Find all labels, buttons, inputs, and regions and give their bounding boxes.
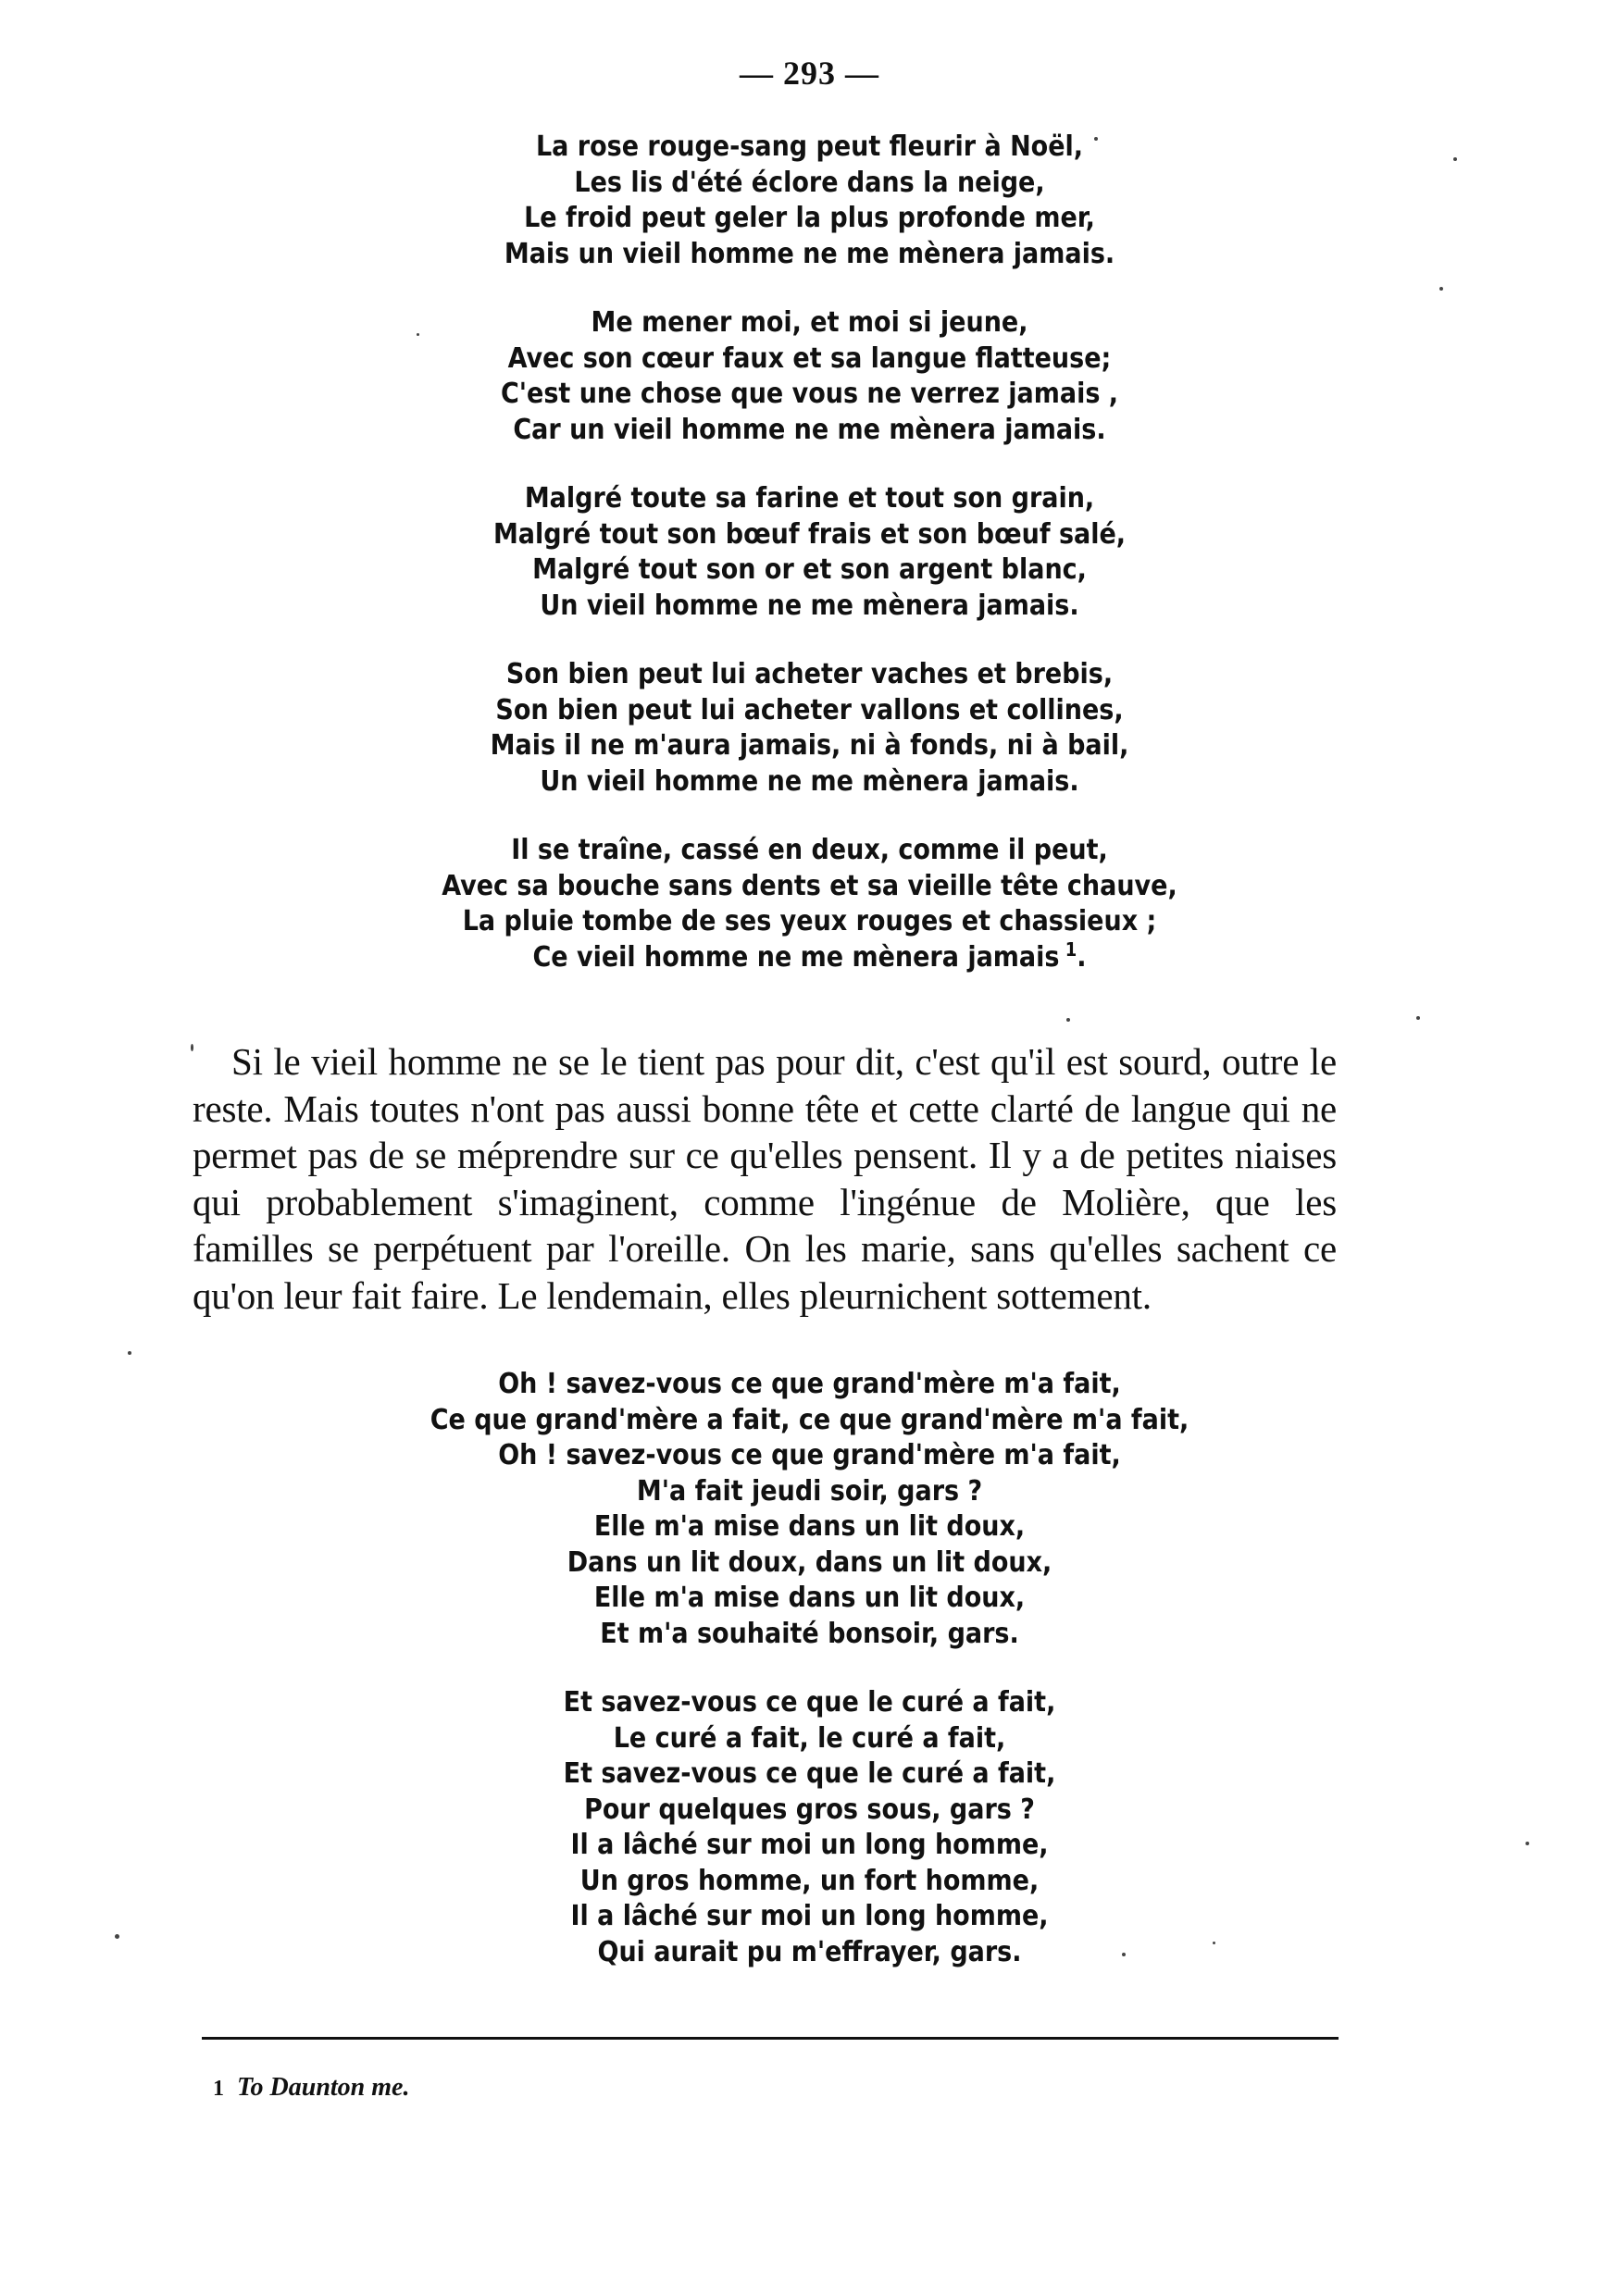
verse-line [0, 552, 1619, 589]
verse-line-text: Dans un lit doux, dans un lit doux, [567, 1545, 1052, 1579]
verse-line-text: Ce que grand'mère a fait, ce que grand'mère m'a fait, [430, 1403, 1189, 1436]
verse-line-text: Car un vieil homme ne me mènera jamais. [513, 413, 1106, 446]
verse-line-text: Il a lâché sur moi un long homme, [570, 1829, 1049, 1861]
verse-line [0, 869, 1619, 905]
verse-line-text: Malgré tout son or et son argent blanc, [532, 553, 1087, 586]
verse-line [0, 904, 1619, 940]
verse-line-text: C'est une chose que vous ne verrez jamais , [500, 378, 1119, 410]
verse-line [0, 1403, 1619, 1439]
verse-line [0, 1721, 1619, 1757]
verse-line [0, 1793, 1619, 1829]
verse-line [0, 201, 1619, 237]
verse-line [0, 1367, 1619, 1403]
verse-line [0, 413, 1619, 449]
scan-speck [1213, 1942, 1215, 1944]
verse-line [0, 481, 1619, 517]
verse-line-text: Qui aurait pu m'effrayer, gars. [597, 1935, 1022, 1968]
verse-line-text: Et m'a souhaité bonsoir, gars. [600, 1617, 1019, 1650]
verse-line-text: Pour quelques gros sous, gars ? [584, 1793, 1035, 1826]
footnote [213, 2073, 409, 2103]
verse-line-text: Elle m'a mise dans un lit doux, [593, 1582, 1026, 1614]
verse-line [0, 1545, 1619, 1582]
scan-speck [1439, 287, 1443, 291]
verse-line [0, 1685, 1619, 1721]
verse-line: Ce vieil homme ne me mènera jamais $^1$. [532, 937, 1087, 974]
footnote-text: To Daunton me. [237, 2073, 410, 2102]
poem-one [0, 130, 1619, 975]
scan-speck [1416, 1016, 1420, 1020]
verse-line-text: Me mener moi, et moi si jeune, [591, 306, 1028, 339]
scan-speck [115, 1934, 119, 1939]
verse-line [0, 1935, 1619, 1971]
verse-line-text: Oh ! savez-vous ce que grand'mère m'a fait, [498, 1368, 1121, 1400]
verse-line-text: Son bien peut lui acheter vallons et collines, [495, 693, 1124, 726]
scan-speck [1066, 1018, 1070, 1022]
verse-line [0, 237, 1619, 273]
verse-line-text: Oh ! savez-vous ce que grand'mère m'a fait, [498, 1439, 1121, 1471]
verse-line-text: Avec son cœur faux et sa langue flatteuse; [507, 341, 1112, 375]
verse-line [0, 693, 1619, 729]
scan-speck [417, 333, 419, 336]
verse-line-text: Son bien peut lui acheter vaches et brebis, [505, 658, 1114, 690]
stanza [0, 1685, 1619, 1970]
verse-line-text: Et savez-vous ce que le curé a fait, [563, 1686, 1056, 1719]
scan-speck [1526, 1842, 1529, 1845]
verse-line [0, 1756, 1619, 1793]
verse-line [0, 1828, 1619, 1864]
verse-line-text: Les lis d'été éclore dans la neige, [574, 166, 1045, 199]
verse-line [0, 728, 1619, 764]
page-number: — 293 — [740, 55, 879, 92]
footnote-rule [202, 2037, 1339, 2040]
poem-two [0, 1367, 1619, 1970]
stanza [0, 1367, 1619, 1652]
verse-line-text: Et savez-vous ce que le curé a fait, [563, 1757, 1056, 1790]
verse-line-text: La pluie tombe de ses yeux rouges et chassieux ; [462, 905, 1157, 937]
verse-line [0, 657, 1619, 693]
verse-line-text: Un vieil homme ne me mènera jamais. [540, 764, 1079, 798]
stanza [0, 130, 1619, 272]
verse-line [0, 1617, 1619, 1653]
footnote-mark: 1 [213, 2077, 224, 2101]
verse-line-text: Le froid peut geler la plus profonde mer, [524, 202, 1095, 234]
verse-line [0, 305, 1619, 341]
verse-line-text: Malgré tout son bœuf frais et son bœuf salé, [492, 517, 1127, 551]
stanza [0, 481, 1619, 624]
stanza [0, 833, 1619, 975]
stanza [0, 657, 1619, 800]
verse-line-text: Le curé a fait, le curé a fait, [613, 1721, 1006, 1755]
verse-line-text: Malgré toute sa farine et tout son grain, [524, 482, 1095, 515]
verse-line [0, 1474, 1619, 1510]
scan-speck [1122, 1953, 1126, 1956]
verse-line [0, 517, 1619, 553]
verse-line [0, 764, 1619, 800]
verse-line-text: Il se traîne, cassé en deux, comme il peut, [511, 834, 1108, 866]
verse-line-text: M'a fait jeudi soir, gars ? [636, 1474, 983, 1508]
scan-speck [191, 1044, 193, 1051]
verse-line [0, 1864, 1619, 1900]
verse-line-text: Un vieil homme ne me mènera jamais. [540, 589, 1079, 622]
verse-line-text: Ce vieil homme ne me mènera jamais [532, 940, 1060, 974]
verse-line [0, 1509, 1619, 1545]
verse-line-text: Mais un vieil homme ne me mènera jamais. [504, 237, 1115, 270]
scan-speck [1453, 157, 1457, 161]
verse-line [0, 833, 1619, 869]
footnote-reference: 1 [1059, 937, 1077, 961]
stanza [0, 305, 1619, 448]
verse-line [0, 166, 1619, 202]
scan-speck [128, 1351, 131, 1355]
scan-speck [1094, 137, 1098, 141]
verse-line [0, 1581, 1619, 1617]
verse-line-text: Avec sa bouche sans dents et sa vieille tête chauve, [442, 869, 1177, 902]
verse-line [0, 377, 1619, 413]
verse-line-text: La rose rouge-sang peut fleurir à Noël, [535, 130, 1084, 163]
verse-line [0, 1438, 1619, 1474]
verse-line-text: Elle m'a mise dans un lit doux, [593, 1510, 1026, 1543]
verse-line [0, 1899, 1619, 1935]
verse-line [0, 130, 1619, 166]
prose-paragraph: Si le vieil homme ne se le tient pas pour dit, c'est qu'il est sourd, outre le reste. Mais toutes n'ont pas aussi bonne tête et cette clarté de langue qui ne permet pas de se méprendre sur ce qu'elles pensent. Il y a de petites niaises qui probablement s'imaginent, comme l'ingénue de Molière, que les familles se perpétuent par l'oreille. On les marie, sans qu'elles sachent ce qu'on leur fait faire. Le lendemain, elles pleurnichent sottement. [193, 1040, 1337, 1317]
verse-line [0, 341, 1619, 378]
verse-line-text: Il a lâché sur moi un long homme, [570, 1900, 1049, 1932]
verse-line [0, 589, 1619, 625]
verse-line-text: Un gros homme, un fort homme, [579, 1864, 1040, 1897]
verse-line-text: Mais il ne m'aura jamais, ni à fonds, ni à bail, [490, 729, 1129, 762]
